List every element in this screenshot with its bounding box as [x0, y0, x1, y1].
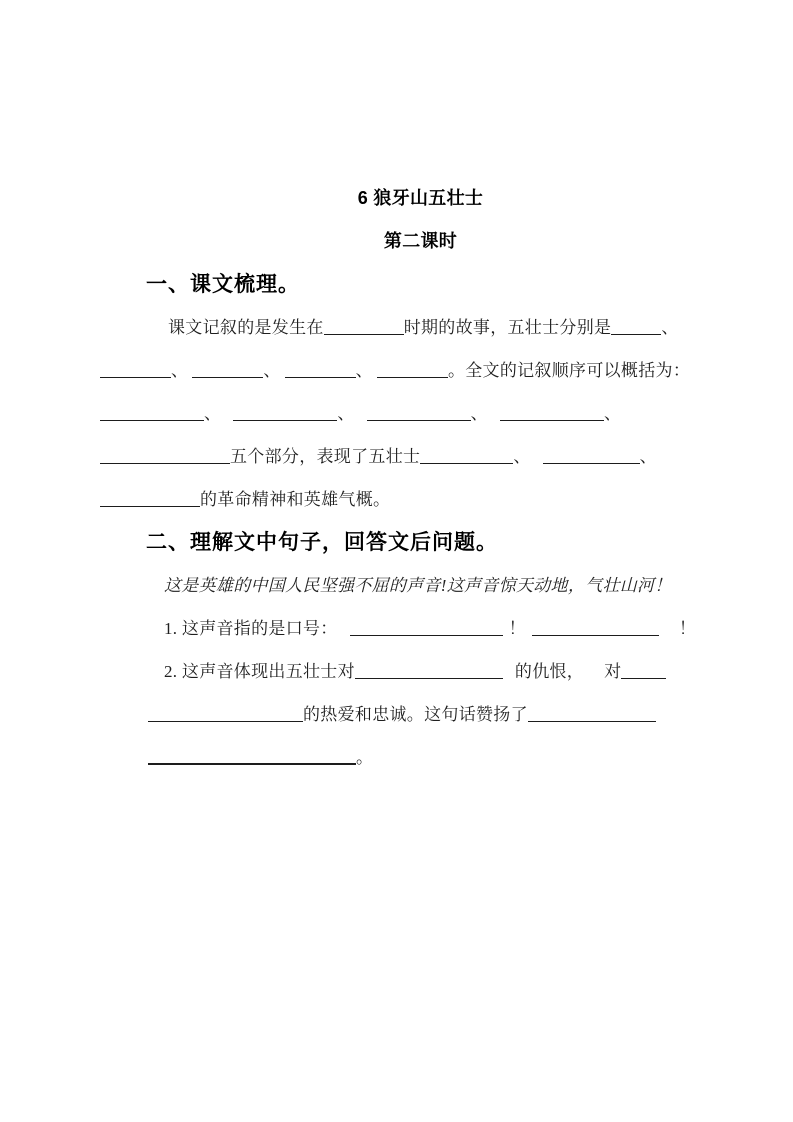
blank-time-period[interactable]	[324, 324, 404, 335]
lesson-title: 6 狼牙山五壮士	[357, 188, 484, 208]
parts-suffix-text: 五个部分，表现了五壮士	[230, 447, 421, 466]
enum-separator: 、	[470, 404, 488, 423]
section2-heading: 二、理解文中句子，回答文后问题。	[146, 531, 498, 554]
blank-praise-target-cont[interactable]	[148, 753, 356, 765]
lesson-subtitle: 第二课时	[383, 231, 458, 251]
blank-praise-target[interactable]	[528, 711, 656, 722]
blank-hero-name-2[interactable]	[100, 367, 171, 378]
spirit-suffix-text: 的革命精神和英雄气概。	[200, 490, 391, 509]
section1-line1	[100, 306, 693, 349]
blank-narrative-part-4[interactable]	[500, 410, 604, 421]
blank-spirit-1[interactable]	[420, 453, 513, 464]
section1-line4	[100, 435, 693, 478]
enum-separator: 、	[661, 318, 679, 337]
question1-label: 1. 这声音指的是口号：	[164, 619, 338, 638]
section1-heading: 一、课文梳理。	[146, 273, 300, 296]
enum-separator: 、	[513, 447, 531, 466]
section1-line3	[100, 392, 693, 435]
question-1	[100, 607, 697, 650]
enum-separator: 、	[171, 361, 189, 380]
blank-slogan-2[interactable]	[532, 625, 659, 636]
hatred-text: 的仇恨，	[514, 662, 585, 681]
order-lead-text: 。全文的记叙顺序可以概括为：	[447, 361, 691, 380]
blank-loyalty-target[interactable]	[621, 668, 666, 679]
blank-narrative-part-3[interactable]	[367, 410, 471, 421]
question-2-final-line	[100, 736, 693, 779]
blank-narrative-part-5[interactable]	[100, 453, 230, 464]
blank-hero-name-3[interactable]	[192, 367, 263, 378]
period-text: 。	[356, 748, 374, 767]
exclamation-mark: ！	[508, 619, 526, 638]
enum-separator: 、	[337, 404, 355, 423]
question-2-continuation	[100, 693, 693, 736]
blank-loyalty-target-cont[interactable]	[148, 711, 303, 722]
blank-slogan-1[interactable]	[350, 625, 503, 636]
intro-mid-text: 时期的故事，五壮士分别是	[403, 318, 612, 337]
enum-separator: 、	[204, 404, 222, 423]
blank-hero-name-1[interactable]	[611, 324, 661, 335]
blank-hero-name-5[interactable]	[377, 367, 448, 378]
enum-separator: 、	[355, 361, 373, 380]
question2-label: 2. 这声音体现出五壮士对	[164, 662, 355, 681]
blank-spirit-3[interactable]	[100, 496, 200, 507]
section1-line2	[100, 349, 693, 392]
enum-separator: 、	[603, 404, 622, 423]
enum-separator: 、	[263, 361, 281, 380]
section1-line5	[100, 478, 693, 521]
dui-text: 对	[604, 662, 622, 681]
blank-hero-name-4[interactable]	[285, 367, 356, 378]
enum-separator: 、	[639, 447, 657, 466]
blank-hatred-target[interactable]	[355, 668, 503, 679]
quoted-sentence: 这是英雄的中国人民坚强不屈的声音!这声音惊天动地，气壮山河！	[164, 576, 672, 595]
loyalty-text: 的热爱和忠诚。这句话赞扬了	[303, 705, 528, 724]
blank-spirit-2[interactable]	[543, 453, 640, 464]
intro-pre-text: 课文记叙的是发生在	[168, 318, 324, 337]
blank-narrative-part-1[interactable]	[100, 410, 204, 421]
question-2	[100, 650, 693, 693]
exclamation-mark: ！	[678, 619, 697, 638]
blank-narrative-part-2[interactable]	[233, 410, 337, 421]
